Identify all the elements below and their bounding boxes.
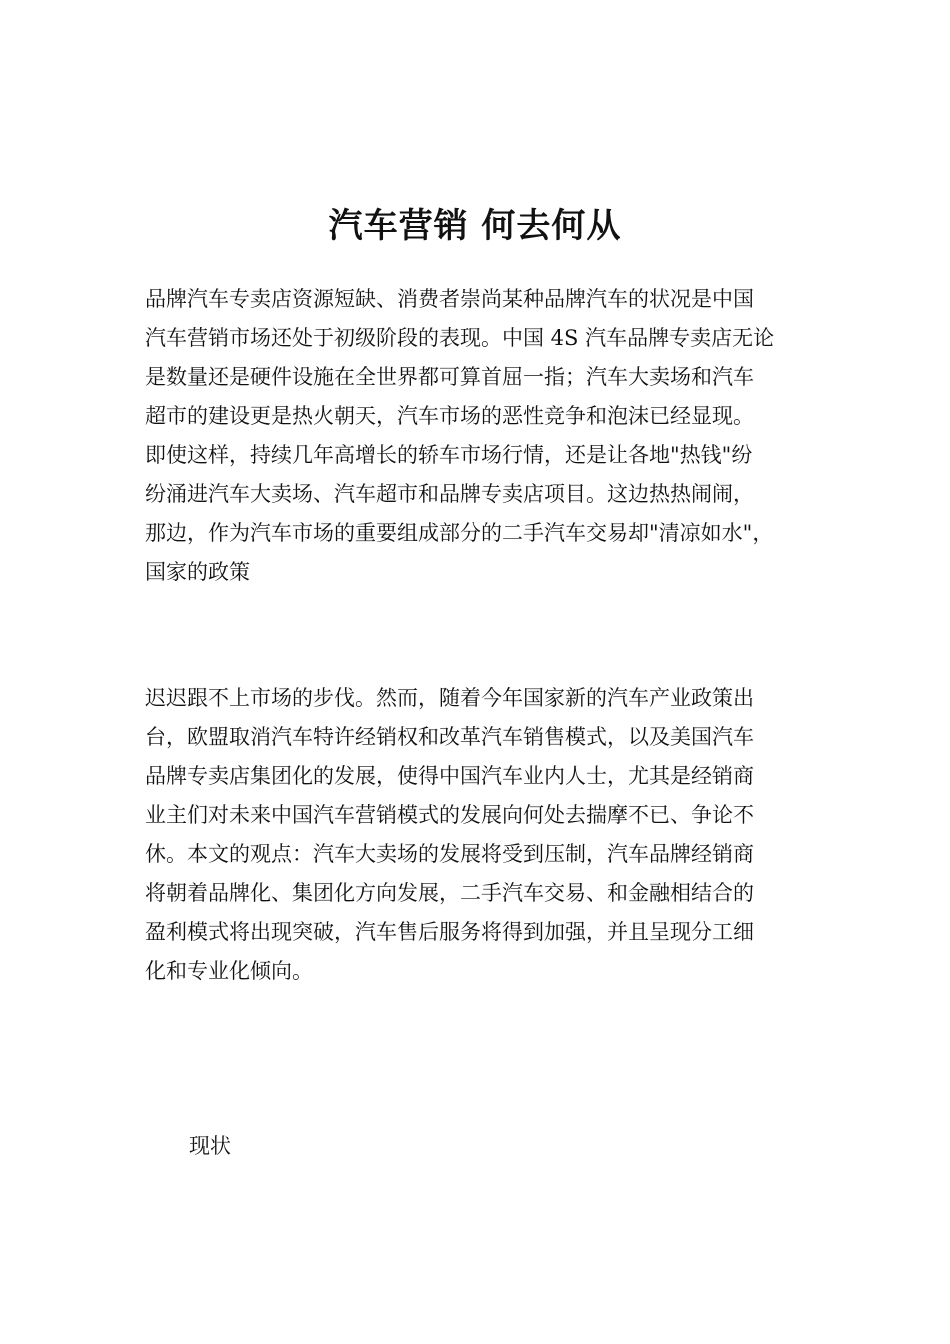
paragraph-line: 纷涌进汽车大卖场、汽车超市和品牌专卖店项目。这边热热闹闹， xyxy=(145,482,754,506)
section-heading: 现状 xyxy=(189,1134,231,1158)
paragraph-line: 汽车营销市场还处于初级阶段的表现。中国 4S 汽车品牌专卖店无论 xyxy=(145,326,775,350)
document-title: 汽车营销 何去何从 xyxy=(328,206,622,246)
paragraph-intro xyxy=(145,280,815,592)
paragraph-line: 是数量还是硬件设施在全世界都可算首屈一指；汽车大卖场和汽车 xyxy=(145,365,754,389)
paragraph-line: 将朝着品牌化、集团化方向发展，二手汽车交易、和金融相结合的 xyxy=(145,881,754,905)
paragraph-line: 品牌专卖店集团化的发展，使得中国汽车业内人士，尤其是经销商 xyxy=(145,764,754,788)
paragraph-continuation xyxy=(145,679,815,991)
paragraph-line: 台，欧盟取消汽车特许经销权和改革汽车销售模式，以及美国汽车 xyxy=(145,725,754,749)
paragraph-line: 即使这样，持续几年高增长的轿车市场行情，还是让各地"热钱"纷 xyxy=(145,443,753,467)
paragraph-line: 品牌汽车专卖店资源短缺、消费者崇尚某种品牌汽车的状况是中国 xyxy=(145,287,754,311)
paragraph-line: 休。本文的观点：汽车大卖场的发展将受到压制，汽车品牌经销商 xyxy=(145,842,754,866)
paragraph-line: 国家的政策 xyxy=(145,560,250,584)
paragraph-line: 业主们对未来中国汽车营销模式的发展向何处去揣摩不已、争论不 xyxy=(145,803,754,827)
paragraph-line: 盈利模式将出现突破，汽车售后服务将得到加强，并且呈现分工细 xyxy=(145,920,754,944)
paragraph-line: 超市的建设更是热火朝天，汽车市场的恶性竞争和泡沫已经显现。 xyxy=(145,404,754,428)
paragraph-line: 那边，作为汽车市场的重要组成部分的二手汽车交易却"清凉如水"， xyxy=(145,521,774,545)
paragraph-line: 化和专业化倾向。 xyxy=(145,959,313,983)
paragraph-line: 迟迟跟不上市场的步伐。然而，随着今年国家新的汽车产业政策出 xyxy=(145,686,754,710)
